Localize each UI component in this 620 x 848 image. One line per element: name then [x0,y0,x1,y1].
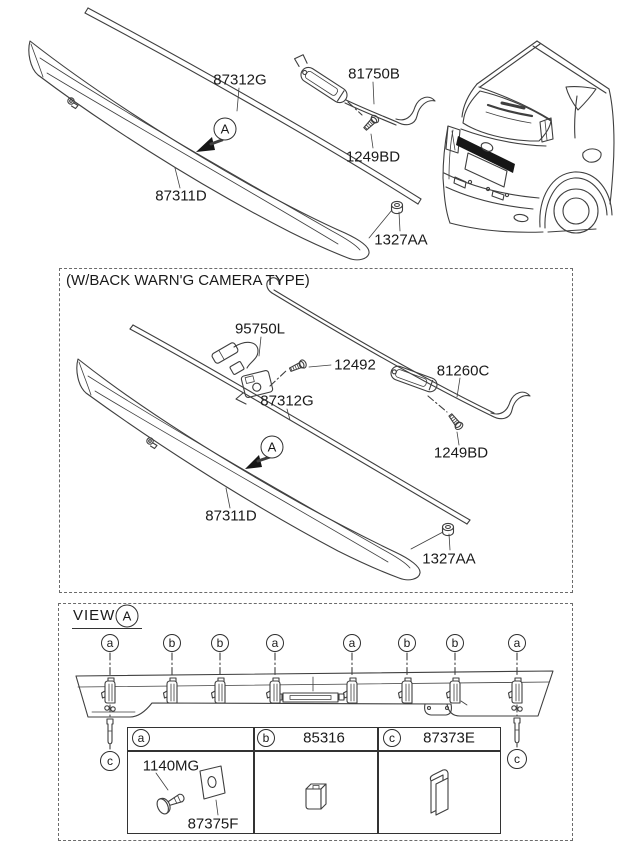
label-strip-mid[interactable]: 87312G [260,392,314,410]
view-title-underline [72,628,142,629]
view-a-marker-top [214,118,237,141]
table-marker-c [383,729,401,747]
clip-marker-2 [163,634,181,652]
label-screw-mid[interactable]: 1249BD [433,444,489,462]
table-marker-letter: b [262,731,270,745]
view-a-letter: A [122,608,132,624]
table-marker-letter: a [137,731,145,745]
label-latch-mid[interactable]: 81260C [436,362,490,380]
table-partno-85316[interactable]: 85316 [303,729,345,747]
clip-marker-6 [398,634,416,652]
pin-letter: c [107,754,113,768]
label-molding-top[interactable]: 87311D [155,187,207,205]
table-divider-2 [377,727,379,834]
table-marker-b [257,729,275,747]
label-screw-top[interactable]: 1249BD [345,148,401,166]
clip-letter: a [513,636,521,650]
view-a-letter: A [220,121,230,137]
label-molding-mid[interactable]: 87311D [205,507,257,525]
table-marker-letter: c [389,731,395,745]
clip-marker-4 [266,634,284,652]
clip-marker-3 [211,634,229,652]
table-marker-a [132,729,150,747]
clip-marker-7 [446,634,464,652]
clip-letter: a [106,636,114,650]
clip-letter: b [451,636,459,650]
camera-section-frame [59,268,573,593]
label-camera-screw[interactable]: 12492 [334,356,376,374]
top-arrow [196,137,222,152]
view-section-title: VIEW [73,607,116,624]
car-illustration [443,41,614,233]
clip-marker-1 [101,634,119,652]
pin-marker-left [100,751,120,771]
label-strip-top[interactable]: 87312G [213,71,267,89]
table-partno-87375f[interactable]: 87375F [187,815,239,833]
clip-letter: b [168,636,176,650]
table-header-divider [127,750,501,752]
label-nut-mid[interactable]: 1327AA [422,550,476,568]
view-a-marker-bottom [116,605,139,628]
table-partno-1140mg[interactable]: 1140MG [142,757,200,775]
top-screw-drawing [348,102,380,132]
clip-letter: b [403,636,411,650]
clip-letter: a [271,636,279,650]
label-nut-top[interactable]: 1327AA [374,231,428,249]
pin-letter: c [514,752,520,766]
pin-marker-right [507,749,527,769]
table-divider-1 [253,727,255,834]
label-latch-top[interactable]: 81750B [348,65,400,83]
label-camera[interactable]: 95750L [234,320,286,338]
clip-marker-5 [343,634,361,652]
table-partno-87373e[interactable]: 87373E [423,729,475,747]
top-strip-drawing [85,8,421,204]
clip-marker-8 [508,634,526,652]
camera-section-title: (W/BACK WARN'G CAMERA TYPE) [66,272,310,289]
view-a-letter: A [267,439,277,455]
clip-letter: a [348,636,356,650]
clip-letter: b [216,636,224,650]
view-a-marker-mid [261,436,284,459]
top-nut-drawing [392,201,403,213]
